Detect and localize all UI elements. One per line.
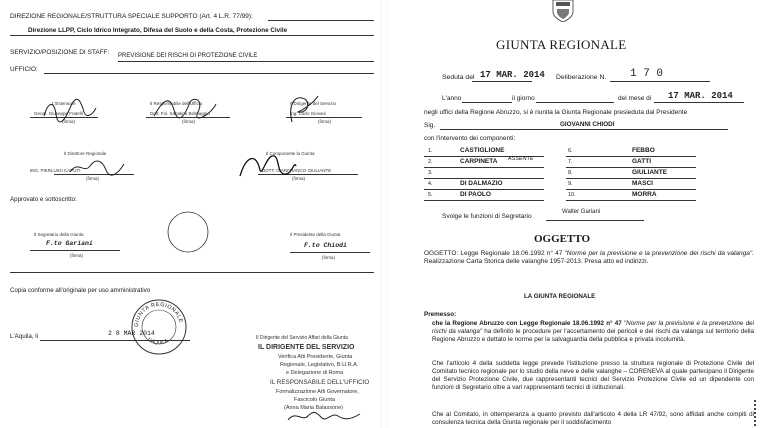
premessa-paragraph-2: Che l'articolo 4 della suddetta legge prevede l'istituzione presso la struttura regionale di Protezione Civile del Comitato tecnico regionale per lo studio della neve e delle valanghe – CORENEVA al quale partecipano il Dirigente del Servizio Protezione Civile, due rappresentanti tecnici del Servizio Protezione Civile ed un dipendente con funzioni di Segretario oltre a vari rappresentanti tecnici di istituzionali. — [432, 360, 754, 391]
responsabile-name: Dott. Fol. Sabatino Belmaggio — [150, 111, 210, 116]
direttore-name: ING. PIERLUIGI CAPUTI — [30, 168, 81, 173]
direzione-header: DIREZIONE REGIONALE/STRUTTURA SPECIALE SUPPORTO (Art. 4 L.R. 77/99): — [10, 13, 253, 20]
members-left — [424, 147, 574, 202]
segretario-text: Svolge le funzioni di Segretario — [442, 213, 532, 220]
seduta-date: 17 MAR. 2014 — [480, 70, 545, 80]
dirigente-servizio-name: Ing. Carlo Giovani — [290, 111, 327, 116]
member-row: 9. MASCI — [566, 180, 716, 191]
componente-label: Il Componente la Giunta — [266, 151, 315, 156]
oggetto-paragraph: OGGETTO: Legge Regionale 18.06.1992 n° 47 "Norme per la previsione e la prevenzione dei rischi da valanga". Realizzazione Carta Storica delle valanghe 1957-2013. Presa atto ed indirizzi. — [424, 250, 755, 265]
intervento-text: con l'intervento dei componenti: — [424, 135, 516, 142]
componente-signature — [236, 150, 298, 180]
svg-text:L'AQUILA — [146, 337, 169, 346]
dirigente-signature — [284, 406, 364, 426]
estensore-name: Geom. Giuseppe Fratelli — [34, 111, 83, 116]
estensore-label: L'Estensore — [52, 101, 76, 106]
member-row: 3. — [424, 169, 574, 180]
member-row: 8. GIULIANTE — [566, 169, 716, 180]
approvato-label: Approvato e sottoscritto: — [10, 196, 77, 203]
direzione-value: Direzione LLPP, Ciclo Idrico Integrato, Difesa del Suolo e della Costa, Protezione Civile — [28, 27, 288, 34]
segretario-label: Il Segretario della Giunta — [34, 232, 84, 237]
estensore-signature — [40, 96, 100, 124]
premessa-paragraph-1: che la Regione Abruzzo con Legge Regionale 18.06.1992 n° 47 "Norme per la previsione e la prevenzione dei rischi da valanga" ha definito le procedure per l'accertamento dei pericoli e dei rischi da valanga sul territorio della Regione Abruzzo e dettato le norme per la salvaguardia della pubblica e privata incolumità. — [432, 320, 754, 343]
direttore-signature — [66, 156, 126, 178]
responsabile-signature — [150, 94, 220, 122]
copia-conforme: Copia conforme all'originale per uso amministrativo — [10, 287, 151, 294]
giunta-title: GIUNTA REGIONALE — [496, 37, 627, 52]
deliberazione-number: 1 7 0 — [630, 68, 664, 80]
page-gutter — [380, 0, 388, 428]
presidente-label: Il Presidente della Giunta — [290, 232, 341, 237]
premesso-label: Premesso: — [424, 311, 457, 318]
seduta-label: Seduta del — [442, 74, 475, 81]
oggetto-title: OGGETTO — [534, 233, 591, 245]
center-stamp-outline — [166, 210, 210, 254]
sig-label: Sig. — [424, 122, 436, 129]
left-page: DIREZIONE REGIONALE/STRUTTURA SPECIALE SUPPORTO (Art. 4 L.R. 77/99): Direzione LLPP, Ciclo Idrico Integrato, Difesa del Suolo e della Costa, Protezione Civile SERVIZIO/POSIZIONE DI STAFF: PREVISIONE DEI RISCHI DI PROTEZIONE CIVILE UFFICIO: L'Estensore Geom. Giuseppe Fratelli (firma) Il Responsabile dell'Ufficio Dott. Fol. Sabatino Belmaggio (firma) Il Dirigente del Servizio Ing. Carlo Giovani (firma) Il Direttore Regionale ING. PIERLUIGI CAPUTI (firma) Il Componente la Giunta DOTT. GIANFRANCO GIULIANTE (firma) Approvato e sottoscritto: Il Segretario della Giunta F.to Gariani (firma) Il Presidente della Giunta F.to Chiodi (firma) Copia conforme all'originale per uso amministrativo GIUNTA REGIONALE L'AQUILA L'Aquila, li 2 8 MAR 2014 Il Dirigente del Servizio Affari della Giunta IL DIRIGENTE DEL SERVIZIO Verifica Atti Presidente, Giunta Regionale, Legislativo, B.U.R.A. e Delegazione di Roma IL RESPONSABILE DELL'UFFICIO Formalizzazione Atti Governatore, Fascicolo Giunta (Anna Maria Balassone) — [0, 0, 380, 428]
stamp-date: 2 8 MAR 2014 — [108, 330, 155, 337]
region-emblem-icon — [551, 0, 575, 22]
scan-margin-mark — [754, 400, 756, 428]
giunta-seal — [130, 298, 188, 356]
direttore-label: Il Direttore Regionale — [64, 151, 107, 156]
segretario-name: Walter Gariani — [562, 209, 601, 215]
servizio-label: SERVIZIO/POSIZIONE DI STAFF: — [10, 49, 110, 56]
uffici-text: negli uffici della Regione Abruzzo, si è riunita la Giunta Regionale presieduta dal Presidente — [424, 109, 688, 116]
member-row: 7. GATTI — [566, 158, 716, 169]
giunta-heading: LA GIUNTA REGIONALE — [524, 293, 596, 300]
servizio-value: PREVISIONE DEI RISCHI DI PROTEZIONE CIVILE — [118, 53, 258, 59]
dirigente-servizio-signature — [284, 92, 327, 126]
members-right — [566, 147, 716, 202]
componente-name: DOTT. GIANFRANCO GIULIANTE — [262, 168, 332, 173]
presidente-name: GIOVANNI CHIODI — [560, 121, 615, 128]
dirigente-ufficio-stamp: Il Dirigente del Servizio Affari della Giunta — [256, 335, 348, 341]
anno-label: L'anno — [442, 95, 462, 102]
member-row: 10. MORRA — [566, 191, 716, 202]
segretario-signature: F.to Gariani — [46, 240, 93, 247]
seal-top-text: GIUNTA REGIONALE — [133, 301, 184, 328]
mese-label: del mese di — [618, 95, 652, 102]
member-row: 5. DI PAOLO — [424, 191, 574, 202]
responsabile-label: Il Responsabile dell'Ufficio — [150, 101, 203, 106]
giorno-label: il giorno — [512, 95, 535, 102]
premessa-paragraph-3: Che al Comitato, in ottemperanza a quanto previsto dall'articolo 4 della LR 47/92, sono affidati anche compiti di consulenza tecnica della Giunta regionale per il soddisfacimento — [432, 411, 754, 426]
assente-mark: ASSENTE — [508, 156, 534, 162]
seal-bottom-text: L'AQUILA — [146, 336, 170, 347]
laquila-label: L'Aquila, li — [10, 333, 39, 340]
ufficio-label: UFFICIO: — [10, 66, 38, 73]
presidente-signature: F.to Chiodi — [304, 242, 347, 249]
member-row: 6. FEBBO — [566, 147, 716, 158]
right-page — [388, 0, 761, 428]
deliberazione-label: Deliberazione N. — [556, 74, 607, 81]
dirigente-servizio-label: Il Dirigente del Servizio — [290, 101, 337, 106]
member-row: 4. DI DALMAZIO — [424, 180, 574, 191]
mese-date: 17 MAR. 2014 — [668, 91, 733, 101]
member-row: 1. CASTIGLIONE — [424, 147, 574, 158]
member-row: 2. CARPINETA ASSENTE — [424, 158, 574, 169]
